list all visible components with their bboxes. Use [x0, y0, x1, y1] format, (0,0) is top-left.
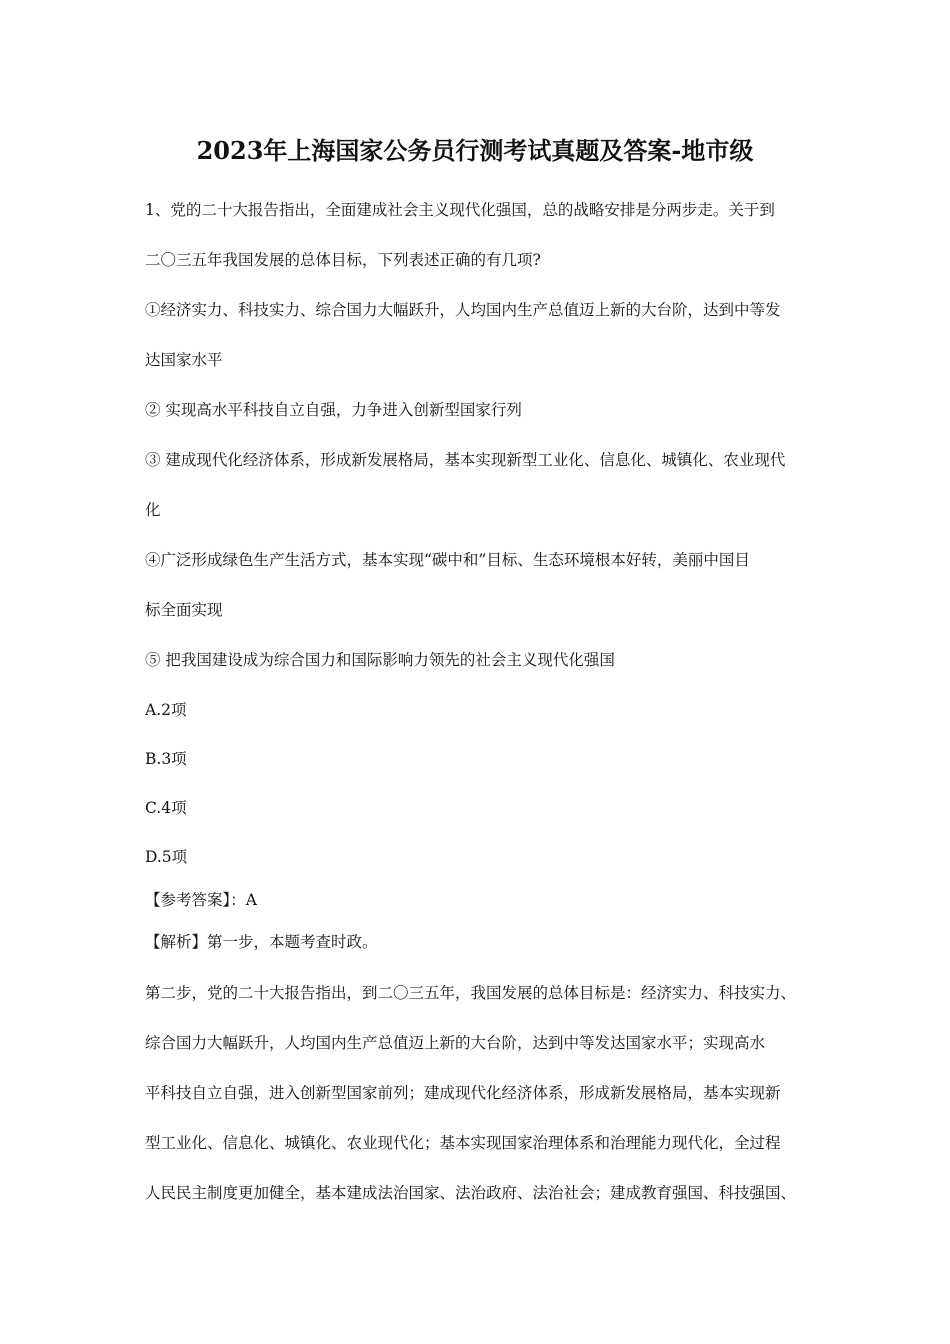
statement-1-line-2: 达国家水平 — [145, 351, 223, 369]
option-b: B.3项 — [145, 750, 187, 768]
option-d: D.5项 — [145, 848, 188, 866]
analysis-line-2: 综合国力大幅跃升，人均国内生产总值迈上新的大台阶，达到中等发达国家水平；实现高水 — [145, 1034, 766, 1052]
option-c: C.4项 — [145, 799, 187, 817]
statement-1-line-1: ①经济实力、科技实力、综合国力大幅跃升，人均国内生产总值迈上新的大台阶，达到中等发 — [145, 301, 781, 319]
statement-2: ② 实现高水平科技自立自强，力争进入创新型国家行列 — [145, 401, 522, 419]
statement-4-line-2: 标全面实现 — [145, 601, 223, 619]
analysis-line-5: 人民民主制度更加健全，基本建成法治国家、法治政府、法治社会；建成教育强国、科技强国、 — [145, 1184, 797, 1202]
analysis-line-3: 平科技自立自强，进入创新型国家前列；建成现代化经济体系，形成新发展格局，基本实现新 — [145, 1084, 781, 1102]
question-stem-line-2: 二〇三五年我国发展的总体目标，下列表述正确的有几项? — [145, 251, 541, 269]
analysis-line-4: 型工业化、信息化、城镇化、农业现代化；基本实现国家治理体系和治理能力现代化，全过程 — [145, 1134, 781, 1152]
option-a: A.2项 — [145, 701, 187, 719]
statement-3-line-1: ③ 建成现代化经济体系，形成新发展格局，基本实现新型工业化、信息化、城镇化、农业现代 — [145, 451, 786, 469]
statement-4-line-1: ④广泛形成绿色生产生活方式，基本实现“碳中和”目标、生态环境根本好转，美丽中国目 — [145, 551, 750, 569]
question-stem-line-1: 1、党的二十大报告指出，全面建成社会主义现代化强国，总的战略安排是分两步走。关于到 — [145, 201, 775, 219]
document-title: 2023年上海国家公务员行测考试真题及答案-地市级 — [196, 136, 754, 165]
analysis-line-1: 第二步，党的二十大报告指出，到二〇三五年，我国发展的总体目标是：经济实力、科技实力、 — [145, 984, 797, 1002]
statement-3-line-2: 化 — [145, 501, 161, 519]
reference-answer: 【参考答案】：A — [145, 891, 257, 909]
statement-5: ⑤ 把我国建设成为综合国力和国际影响力领先的社会主义现代化强国 — [145, 651, 615, 669]
analysis-intro: 【解析】第一步，本题考查时政。 — [145, 933, 378, 951]
